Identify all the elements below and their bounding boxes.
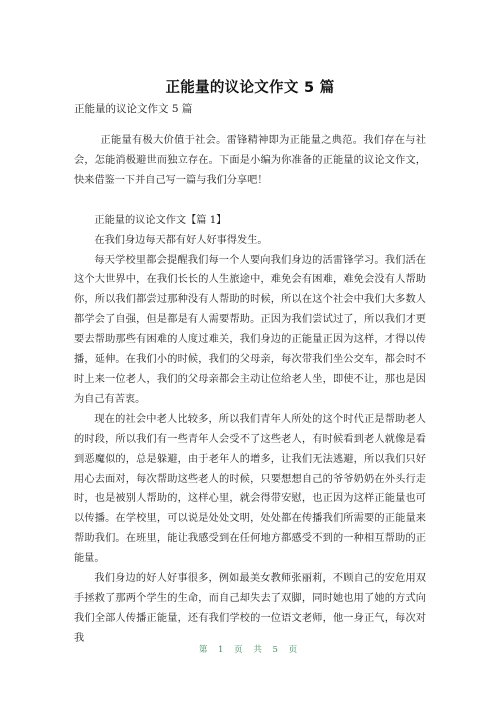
document-subtitle: 正能量的议论文作文 5 篇 [74, 103, 193, 115]
page-footer: 第 1 页 共 5 页 [198, 645, 302, 655]
body-paragraph: 每天学校里都会提醒我们每一个人要向我们身边的活雷锋学习。我们活在这个大世界中，在我们长长的人生旅途中，难免会有困难，难免会没有人帮助你，所以我们都尝过那种没有人帮助的时候，所以在这个社会中我们大多数人都学会了自强，但是都是有人需要帮助。正因为我们尝试过了，所以我们才更要去帮助那些有困难的人度过难关，我们身边的正能量正因为这样，才得以传播，延伸。在我们小的时候，我们的父母亲，每次带我们坐公交车，都会时不时上来一位老人，我们的父母亲都会主动让位给老人坐，即使不让，那也是因为自己有苦衷。 [74, 254, 426, 405]
paragraph-gap [74, 191, 426, 211]
document-title: 正能量的议论文作文 5 篇 [165, 80, 335, 96]
intro-paragraph: 正能量有极大价值于社会。雷锋精神即为正能量之典范。我们存在与社会，怎能消极避世而独立存在。下面是小编为你准备的正能量的议论文作文，快来借鉴一下并自己写一篇与我们分享吧！ [74, 135, 426, 186]
body-paragraph: 我们身边的好人好事很多，例如最美女教师张丽莉，不顾自己的安危用双手拯救了那两个学生的生命，而自己却失去了双脚，同时她也用了她的方式向我们全部人传播正能量，还有我们学校的一位语文老师，他一身正气，每次对我 [74, 573, 426, 644]
section-heading: 正能量的议论文作文【篇 1】 [94, 214, 227, 226]
body-paragraph: 现在的社会中老人比较多，所以我们青年人所处的这个时代正是帮助老人的时段，所以我们有一些青年人会受不了这些老人，有时候看到老人就像是看到恶魔似的，总是躲避，由于老年人的增多，让我们无法逃避，所以我们只好用心去面对，每次帮助这些老人的时候，只要想想自己的爷爷奶奶在外头行走时，也是被别人帮助的，这样心里，就会得带安慰，也正因为这样正能量也可以传播。在学校里，可以说是处处文明，处处都在传播我们所需要的正能量来帮助我们。在班里，能让我感受到在任何地方都感受不到的一种相互帮助的正能量。 [74, 413, 426, 565]
document-body [74, 131, 426, 649]
body-paragraph: 在我们身边每天都有好人好事得发生。 [94, 234, 268, 246]
